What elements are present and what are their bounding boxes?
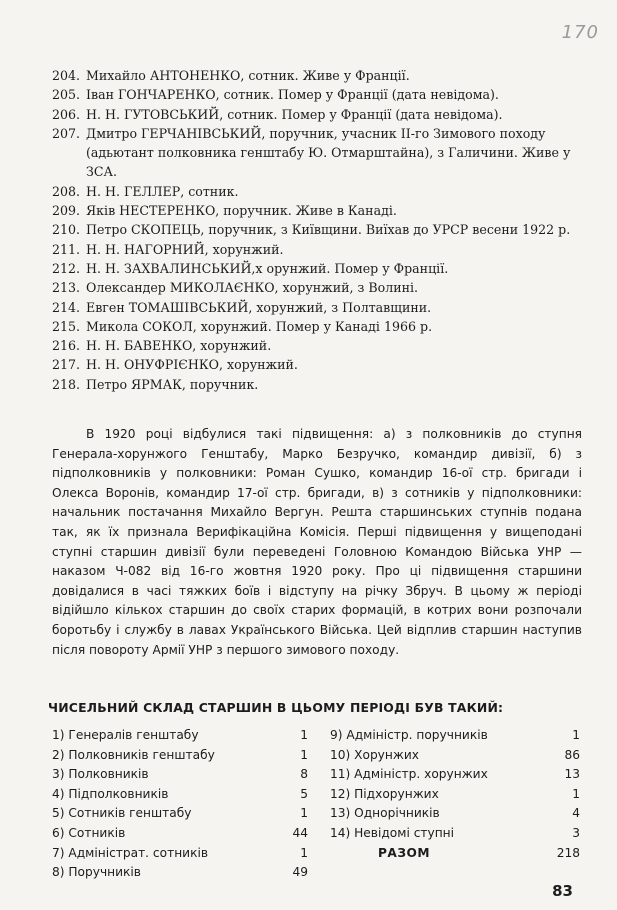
stat-label: 4) Підполковників xyxy=(52,786,169,801)
entry-number: 213. xyxy=(52,280,81,296)
stat-row xyxy=(330,726,580,746)
list-item xyxy=(52,298,592,317)
stat-label: 11) Адміністр. хорунжих xyxy=(330,767,488,782)
entry-number: 207. xyxy=(52,125,81,141)
entry-number: 214. xyxy=(52,299,81,315)
stat-row xyxy=(330,765,580,785)
entry-text: Н. Н. ЗАХВАЛИНСЬКИЙ,х орунжий. Помер у Франції. xyxy=(86,260,449,276)
stat-count: 13 xyxy=(564,767,580,782)
body-paragraph: В 1920 році відбулися такі підвищення: а) з полковників до ступня Генерала-хорунжого Генштабу, Марко Безручко, командир дивізії, б) з підполковників у полковники: Роман Сушко, командир 16-ої стр. бригади і Олекса Воронів, командир 17-ої стр. бригади, в) з сотників у підполковники: начальник постачання Михайло Вергун. Решта старшинських ступнів подана так, як їх признала Верифікаційна Комісія. Перші підвищення у вищеподані ступні старшин дивізії були переведені Головною Командою Війська УНР — наказом Ч-082 від 16-го жовтня 1920 року. Про ці підвищення старшини довідалися в часі тяжких боїв і відступу на річку Збруч. В цьому ж періоді відійшло кількох старшин до своїх старих формацій, в котрих вони розпочали боротьбу і службу в лавах Українського Війська. Цей відплив старшин наступив після повороту Армії УНР з першого зимового походу. xyxy=(52,427,582,657)
entry-number: 208. xyxy=(52,183,81,199)
list-item xyxy=(52,182,592,201)
stat-row xyxy=(330,804,580,824)
stat-row xyxy=(52,765,308,785)
entry-text: Н. Н. ОНУФРІЄНКО, хорунжий. xyxy=(86,357,298,373)
stat-count: 1 xyxy=(572,728,580,742)
entry-number: 205. xyxy=(52,87,81,103)
stat-count: 1 xyxy=(300,728,308,742)
stat-count: 3 xyxy=(572,825,580,840)
list-item xyxy=(52,375,592,394)
officer-list xyxy=(52,66,592,394)
stat-row xyxy=(330,824,580,844)
stats-right-column xyxy=(330,726,580,863)
stat-row xyxy=(52,863,308,883)
stat-count: 44 xyxy=(292,825,308,840)
stat-label: 3) Полковників xyxy=(52,767,149,782)
entry-text: Н. Н. НАГОРНИЙ, хорунжий. xyxy=(86,241,284,257)
entry-number: 210. xyxy=(52,222,81,238)
handwritten-page-number: 170 xyxy=(561,22,599,43)
entry-number: 212. xyxy=(52,260,81,276)
stat-label: 8) Поручників xyxy=(52,865,141,880)
list-item xyxy=(52,124,592,182)
entry-text: Петро СКОПЕЦЬ, поручник, з Київщини. Виїхав до УРСР весени 1922 р. xyxy=(86,222,571,238)
stat-count: 1 xyxy=(572,786,580,801)
stats-left-column xyxy=(52,726,308,883)
stat-label: 7) Адміністрат. сотників xyxy=(52,845,209,860)
entry-number: 211. xyxy=(52,241,81,257)
entry-text: Н. Н. БАВЕНКО, хорунжий. xyxy=(86,338,272,354)
stat-label: 1) Генералів генштабу xyxy=(52,728,199,742)
entry-text: Яків НЕСТЕРЕНКО, поручник. Живе в Канаді. xyxy=(86,203,397,219)
entry-text: Михайло АНТОНЕНКО, сотник. Живе у Франції. xyxy=(86,68,410,83)
entry-text: Н. Н. ГЕЛЛЕР, сотник. xyxy=(86,183,239,199)
entry-text: Евген ТОМАШІВСЬКИЙ, хорунжий, з Полтавщини. xyxy=(86,299,432,315)
entry-number: 217. xyxy=(52,357,81,373)
stat-count: 4 xyxy=(572,806,580,821)
section-heading: ЧИСЕЛЬНИЙ СКЛАД СТАРШИН В ЦЬОМУ ПЕРІОДІ БУВ ТАКИЙ: xyxy=(48,700,504,715)
stat-count: 86 xyxy=(564,747,580,762)
stat-label: 5) Сотників генштабу xyxy=(52,806,192,821)
stat-row xyxy=(52,746,308,766)
list-item xyxy=(52,259,592,278)
stat-label: 13) Однорічників xyxy=(330,806,440,821)
list-item xyxy=(52,105,592,124)
entry-number: 209. xyxy=(52,203,81,219)
stat-label: 9) Адміністр. поручників xyxy=(330,728,488,742)
stat-count: 5 xyxy=(300,786,308,801)
stat-label: 12) Підхорунжих xyxy=(330,786,439,801)
stat-row xyxy=(52,726,308,746)
entry-number: 218. xyxy=(52,376,81,392)
list-item xyxy=(52,336,592,355)
stat-count: 1 xyxy=(300,747,308,762)
list-item xyxy=(52,85,592,104)
page-number: 83 xyxy=(552,882,573,900)
stat-count: 1 xyxy=(300,806,308,821)
stat-count: 1 xyxy=(300,845,308,860)
entry-text: Дмитро ГЕРЧАНІВСЬКИЙ, поручник, учасник ІІ-го Зимового походу (адьютант полковника генштабу Ю. Отмарштайна), з Галичини. Живе у ЗСА. xyxy=(86,125,571,180)
list-item xyxy=(52,201,592,220)
list-item xyxy=(52,240,592,259)
list-item xyxy=(52,355,592,374)
total-label: РАЗОМ xyxy=(378,845,431,860)
entry-number: 204. xyxy=(52,68,81,83)
stat-label: 6) Сотників xyxy=(52,825,126,840)
list-item xyxy=(52,220,592,239)
entry-number: 215. xyxy=(52,318,81,334)
entry-text: Іван ГОНЧАРЕНКО, сотник. Помер у Франції (дата невідома). xyxy=(86,87,499,103)
stat-row xyxy=(52,785,308,805)
stat-label: 14) Невідомі ступні xyxy=(330,825,455,840)
entry-number: 216. xyxy=(52,338,81,354)
list-item xyxy=(52,317,592,336)
stat-row xyxy=(52,844,308,864)
stat-label: 10) Хорунжих xyxy=(330,747,419,762)
stat-row xyxy=(330,746,580,766)
list-item xyxy=(52,278,592,297)
entry-text: Н. Н. ГУТОВСЬКИЙ, сотник. Помер у Франції (дата невідома). xyxy=(86,106,503,122)
stat-row xyxy=(52,804,308,824)
stat-row xyxy=(52,824,308,844)
entry-text: Олександер МИКОЛАЄНКО, хорунжий, з Волині. xyxy=(86,280,419,296)
entry-number: 206. xyxy=(52,106,81,122)
total-row xyxy=(330,844,580,864)
stat-row xyxy=(330,785,580,805)
entry-text: Микола СОКОЛ, хорунжий. Помер у Канаді 1966 р. xyxy=(86,318,433,334)
stat-count: 8 xyxy=(300,767,308,782)
entry-text: Петро ЯРМАК, поручник. xyxy=(86,376,259,392)
total-count: 218 xyxy=(556,845,580,860)
stat-label: 2) Полковників генштабу xyxy=(52,747,215,762)
stat-count: 49 xyxy=(292,865,308,880)
list-item xyxy=(52,66,592,85)
